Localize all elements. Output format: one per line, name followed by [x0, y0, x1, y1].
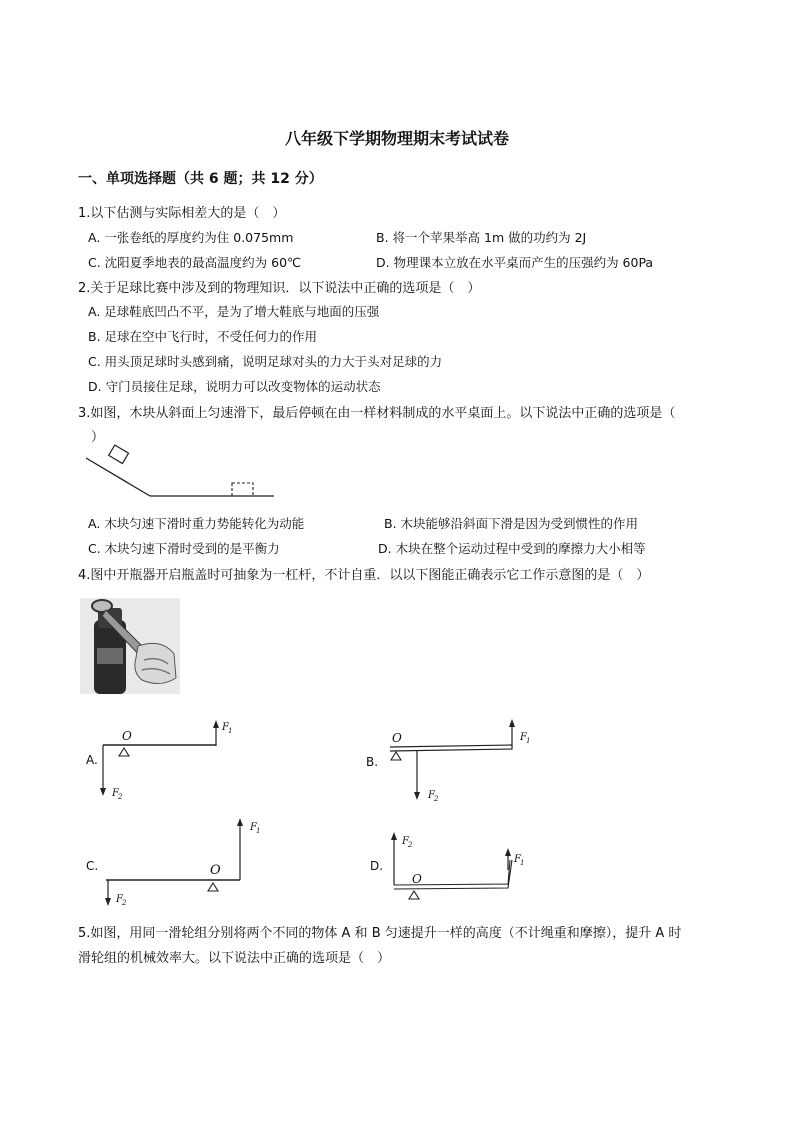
question-3-stem-cont: ）	[78, 430, 105, 445]
fulcrum-triangle	[391, 752, 401, 760]
page-title: 八年级下学期物理期末考试试卷	[284, 129, 509, 148]
question-2-option-c: C. 用头顶足球时头感到痛，说明足球对头的力大于头对足球的力	[88, 354, 443, 369]
option-c-label: C.	[86, 859, 99, 873]
svg-text:F: F	[112, 788, 119, 799]
question-2-option-b: B. 足球在空中飞行时，不受任何力的作用	[88, 329, 318, 344]
bottle-opener-photo	[80, 598, 180, 694]
svg-text:F: F	[222, 722, 229, 733]
question-3-option-a: A. 木块匀速下滑时重力势能转化为动能	[88, 516, 305, 531]
question-4-stem: 4.图中开瓶器开启瓶盖时可抽象为一杠杆，不计自重．以以下图能正确表示它工作示意图的是（ ）	[78, 568, 650, 583]
option-b-label: B.	[366, 755, 379, 769]
wooden-block	[109, 445, 129, 463]
fulcrum-triangle	[208, 883, 218, 891]
svg-text:F: F	[402, 836, 409, 847]
svg-text:F: F	[116, 894, 123, 905]
lever-diagram-d	[362, 830, 552, 900]
lever-diagram-c	[80, 816, 280, 908]
svg-text:1: 1	[520, 859, 525, 867]
question-2-option-d: D. 守门员接住足球，说明力可以改变物体的运动状态	[88, 379, 381, 394]
svg-text:1: 1	[256, 827, 261, 835]
question-2-option-a: A. 足球鞋底凹凸不平，是为了增大鞋底与地面的压强	[88, 304, 380, 319]
svg-text:F: F	[250, 822, 257, 833]
svg-text:2: 2	[118, 793, 123, 801]
svg-text:2: 2	[408, 841, 413, 849]
question-2-stem: 2.关于足球比赛中涉及到的物理知识．以下说法中正确的选项是（ ）	[78, 281, 481, 296]
question-3-stem: 3.如图，木块从斜面上匀速滑下，最后停顿在由一样材料制成的水平桌面上。以下说法中正确的选项是（	[78, 406, 676, 421]
question-3-option-d: D. 木块在整个运动过程中受到的摩擦力大小相等	[378, 541, 646, 556]
svg-text:O: O	[392, 731, 402, 745]
svg-text:O: O	[122, 729, 132, 743]
incline-diagram	[80, 448, 280, 500]
svg-text:2: 2	[122, 899, 127, 907]
svg-text:1: 1	[228, 727, 233, 735]
question-5-stem: 5.如图，用同一滑轮组分别将两个不同的物体 A 和 B 匀速提升一样的高度（不计绳重和摩擦），提升 A 时	[78, 926, 682, 941]
section-heading: 一、单项选择题（共 6 题；共 12 分）	[78, 171, 323, 187]
question-1-stem: 1.以下估测与实际相差大的是（ ）	[78, 206, 286, 221]
question-1-option-a: A. 一张卷纸的厚度约为住 0.075mm	[88, 230, 294, 245]
svg-text:F: F	[428, 790, 435, 801]
question-1-option-d: D. 物理课本立放在水平桌而产生的压强约为 60Pa	[376, 255, 654, 270]
option-d-label: D.	[370, 859, 384, 873]
lever-bar	[390, 745, 512, 751]
svg-text:2: 2	[434, 795, 439, 803]
question-3-option-b: B. 木块能够沿斜面下滑是因为受到惯性的作用	[384, 516, 639, 531]
lever-diagram-b	[362, 720, 552, 812]
svg-text:F: F	[520, 732, 527, 743]
fulcrum-triangle	[409, 891, 419, 899]
svg-text:O: O	[412, 872, 422, 886]
question-1-option-c: C. 沈阳夏季地表的最高温度约为 60℃	[88, 255, 302, 270]
option-a-label: A.	[86, 753, 98, 767]
fulcrum-triangle	[119, 748, 129, 756]
question-3-option-c: C. 木块匀速下滑时受到的是平衡力	[88, 541, 280, 556]
svg-text:F: F	[514, 854, 521, 865]
question-5-stem-cont: 滑轮组的机械效率大。以下说法中正确的选项是（ ）	[78, 951, 391, 966]
block-final-position	[232, 483, 253, 496]
svg-text:1: 1	[526, 737, 531, 745]
lever-diagram-a	[80, 718, 250, 808]
question-1-option-b: B. 将一个苹果举高 1m 做的功约为 2J	[376, 230, 587, 245]
svg-text:O: O	[210, 863, 221, 878]
